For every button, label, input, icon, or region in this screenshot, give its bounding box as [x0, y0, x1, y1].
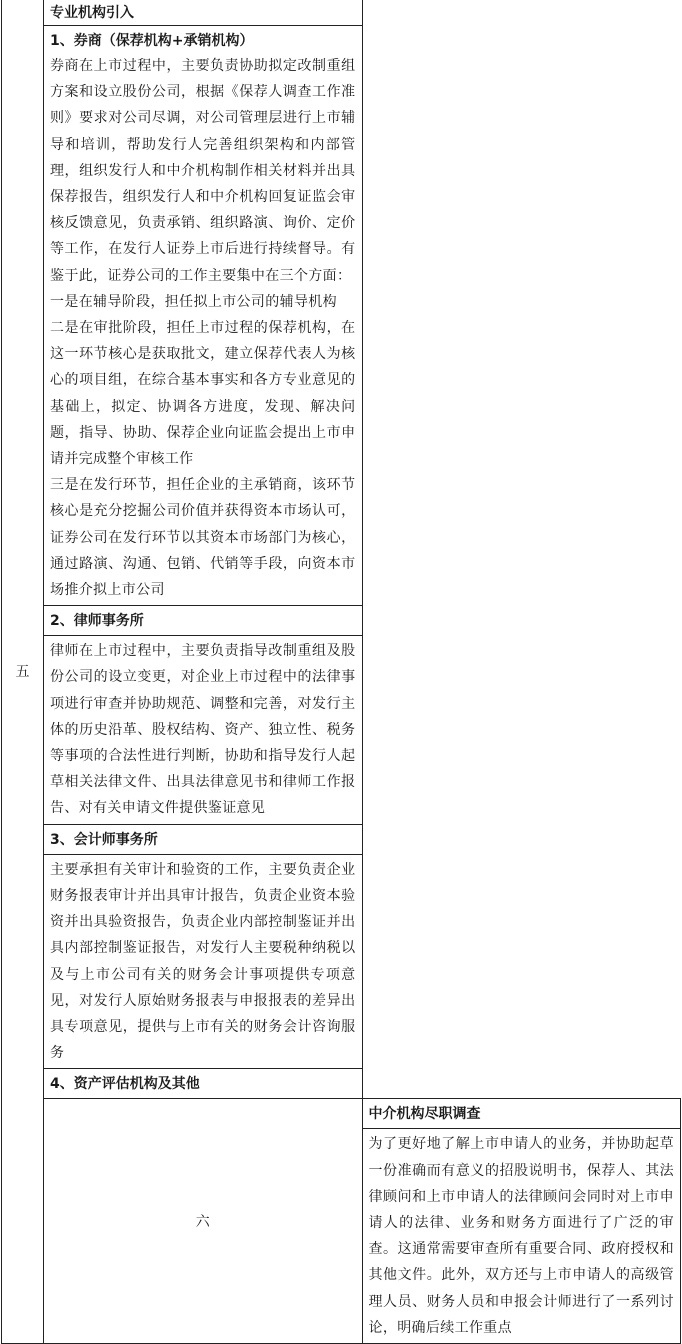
section5-title-row [2, 0, 681, 26]
item1-cell [44, 26, 363, 606]
item4-row [2, 1069, 681, 1099]
item1-paragraph-3: 二是在审批阶段，担任上市过程的保荐机构，在这一环节核心是获取批文，建立保荐代表人为核心的项目组，在综合基本事实和各方专业意见的基础上，拟定、协调各方进度，发现、解决问题，指导、协助、保荐企业向证监会提出上市申请并完成整个审核工作 [50, 320, 356, 468]
item3-paragraph-1: 主要承担有关审计和验资的工作，主要负责企业财务报表审计并出具审计报告，负责企业资本验资并出具验资报告，负责企业内部控制鉴证并出具内部控制鉴证报告，对发行人主要税种纳税以及与上市公司有关的财务会计事项提供专项意见，对发行人原始财务报表与申报报表的差异出具专项意见，提供与上市有关的财务会计咨询服务 [50, 861, 356, 1062]
item1-paragraph-4: 三是在发行环节，担任企业的主承销商，该环节核心是充分挖掘公司价值并获得资本市场认可，证券公司在发行环节以其资本市场部门为核心，通过路演、沟通、包销、代销等手段，向资本市场推介拟上市公司 [50, 477, 356, 599]
item3-body-row [2, 854, 681, 1069]
item2-heading-cell [44, 606, 363, 636]
item1-row [2, 26, 681, 606]
section5-title-cell [44, 0, 363, 26]
section6-paragraph-1: 为了更好地了解上市申请人的业务，并协助起草一份准确而有意义的招股说明书，保荐人、其法律顾问和上市申请人的法律顾问会同时对上市申请人的法律、业务和财务方面进行了广泛的审查。这通常需要审查所有重要合同、政府授权和其他文件。此外，双方还与上市申请人的高级管理人员、财务人员和申报会计师进行了一系列讨论，明确后续工作重点 [368, 1136, 674, 1336]
item2-body-row [2, 636, 681, 824]
section6-body-cell [362, 1129, 681, 1344]
item3-heading-row [2, 824, 681, 854]
section6-title: 中介机构尽职调查 [368, 1106, 481, 1123]
item3-heading: 3、会计师事务所 [50, 831, 158, 848]
item2-paragraph-1: 律师在上市过程中，主要负责指导改制重组及股份公司的设立变更，对企业上市过程中的法律事项进行审查并协助规范、调整和完善，对发行主体的历史沿革、股权结构、资产、独立性、税务等事项的合法性进行判断，协助和指导发行人起草相关法律文件、出具法律意见书和律师工作报告、对有关申请文件提供鉴证意见 [50, 643, 356, 817]
section5-title: 专业机构引入 [50, 5, 134, 21]
item1-paragraph-2: 一是在辅导阶段，担任拟上市公司的辅导机构 [50, 293, 337, 310]
item3-body-cell [44, 854, 363, 1069]
document-table [1, 0, 681, 1344]
section6-title-cell [362, 1099, 681, 1129]
section6-title-row [2, 1099, 681, 1129]
item4-cell [44, 1069, 363, 1099]
section6-number: 六 [44, 1099, 363, 1344]
item2-body-cell [44, 636, 363, 824]
item1-heading: 1、券商（保荐机构+承销机构） [50, 33, 254, 49]
item3-heading-cell [44, 824, 363, 854]
item2-heading: 2、律师事务所 [50, 613, 144, 630]
item2-heading-row [2, 606, 681, 636]
item1-paragraph-1: 券商在上市过程中，主要负责协助拟定改制重组方案和设立股份公司，根据《保荐人调查工作准则》要求对公司尽调，对公司管理层进行上市辅导和培训，帮助发行人完善组织架构和内部管理，组织发行人和中介机构制作相关材料并出具保荐报告，组织发行人和中介机构回复证监会审核反馈意见，负责承销、组织路演、询价、定价等工作，在发行人证券上市后进行持续督导。有鉴于此，证券公司的工作主要集中在三个方面： [50, 58, 356, 284]
item4-heading: 4、资产评估机构及其他 [50, 1076, 200, 1093]
section5-number: 五 [2, 0, 44, 1343]
